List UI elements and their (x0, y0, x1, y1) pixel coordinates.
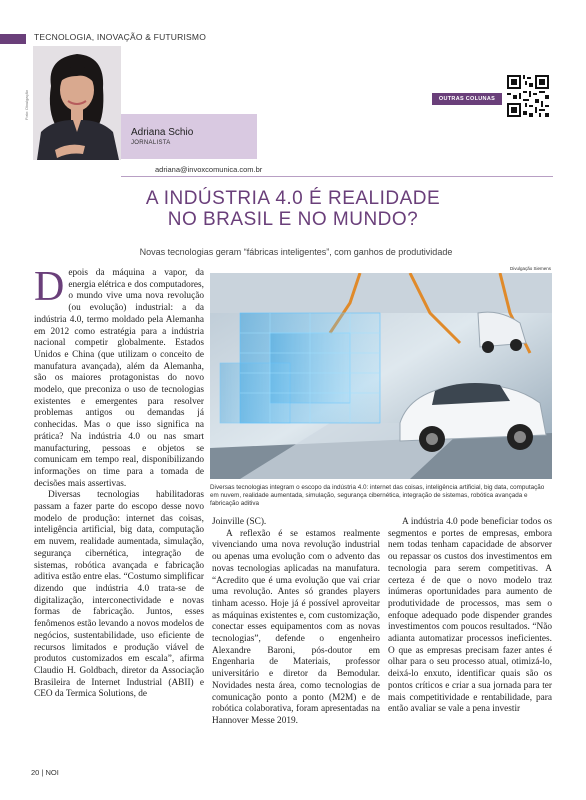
article-headline (60, 188, 526, 230)
article-column-3 (388, 517, 552, 716)
author-email[interactable]: adriana@invoxcomunica.com.br (155, 165, 263, 174)
section-color-bar (0, 34, 26, 44)
factory-image (210, 273, 552, 479)
other-columns-badge[interactable]: OUTRAS COLUNAS (432, 93, 502, 105)
author-role: JORNALISTA (131, 140, 171, 146)
image-caption: Diversas tecnologias integram o escopo da indústria 4.0: internet das coisas, inteligência artificial, big data, computação em nuvem, realidade aumentada, simulação, segurança cibernética, integração de sistemas, robótica avançada e fabricação aditiva (210, 484, 545, 507)
qr-code-icon[interactable] (507, 75, 549, 117)
article-column-2 (212, 517, 380, 728)
drop-cap: D (34, 264, 65, 310)
author-photo (33, 46, 121, 160)
divider-rule (121, 176, 553, 177)
headline-line-2: NO BRASIL E NO MUNDO? (167, 209, 419, 230)
paragraph-1: epois da máquina a vapor, da energia elétrica e dos computadores, o mundo vive uma nova revolução (ou evolução) industrial: a da indústria 4.0, termo moldado pela Alemanha em 2012 como estratégia para a indústria nacional competir globalmente. Estados Unidos e China (que utilizam o conceito de manufatura avançada), além da Alemanha, são os maiores protagonistas do novo modelo, que preconiza o uso de tecnologias existentes e emergentes para resolver problemas antigos ou demandas já conhecidas. Mas o que isso significa na prática? Na indústria 4.0 ou nas smart manufacturing, pessoas e objetos se comunicam em tempo real, disponibilizando informações on time para a tomada de decisões mais assertivas. (34, 268, 204, 489)
paragraph-3: Joinville (SC). (212, 517, 267, 527)
author-name: Adriana Schio (131, 127, 194, 138)
headline-line-1: A INDÚSTRIA 4.0 É REALIDADE (145, 188, 441, 209)
article-subtitle: Novas tecnologias geram “fábricas inteligentes”, com ganhos de produtividade (139, 247, 453, 257)
image-credit: Divulgação Siemens (510, 266, 552, 271)
paragraph-2: Diversas tecnologias habilitadoras passam a fazer parte do escopo desse novo modelo de produção: internet das coisas, inteligência artificial, big data, computação em nuvem, realidade aumentada, simulação, segurança cibernética, integração de sistemas, robótica avançada e fabricação aditiva estão entre elas. “Costumo simplificar dizendo que indústria 4.0 trata-se de digitalização, interconectividade e novas formas de fabricação. Juntos, esses fenômenos estão levando a novos modelos de negócios, sustentabilidade, uso eficiente de recursos limitados e produção viável de produtos customizados em escala”, afirma Claudio H. Goldbach, diretor da Associação Brasileira de Internet Industrial (ABII) e CEO da Termica Solutions, de (34, 490, 204, 700)
paragraph-4: A reflexão é se estamos realmente vivenciando uma nova revolução industrial ou apenas uma evolução com o advento das novas tecnologias aplicadas na manufatura. “Acredito que é uma evolução que vai criar uma revolução. Antes só grandes players tinham acesso. Hoje já é possível aproveitar as máquinas existentes e, com customização, conectar esses equipamentos com as novas tecnologias”, defende o engenheiro Alexandre Baroni, pós-doutor em Engenharia de Materiais, professor universitário e diretor da Bemodular. Novidades nesta área, como tecnologias de comunicação ponto a ponto (M2M) e de robótica colaborativa, foram apresentadas na Hannover Messe 2019. (212, 528, 380, 726)
article-column-1 (34, 264, 204, 701)
page-number: 20 | NOI (31, 768, 59, 777)
section-title: TECNOLOGIA, INOVAÇÃO & FUTURISMO (34, 32, 207, 42)
paragraph-5: A indústria 4.0 pode beneficiar todos os segmentos e portes de empresas, embora nem todas tenham capacidade de absorver ou repassar os custos dos investimentos em tecnologia para serem competitivas. A certeza é de que o novo modelo traz inúmeras oportunidades para aumento de produtividade de processos, mas sem o enfoque adequado pode dispender grandes investimentos com poucos resultados. “Não adianta automatizar processos ineficientes. O que as empresas precisam fazer antes é olhar para o seu processo atual, otimizá-lo, deixá-lo enxuto, identificar quais são os pontos críticos e criar a sua jornada para ter mais competitividade e rentabilidade, para então avaliar se vale a pena investir (388, 517, 552, 715)
photo-credit: Foto: Divulgação (24, 89, 29, 120)
